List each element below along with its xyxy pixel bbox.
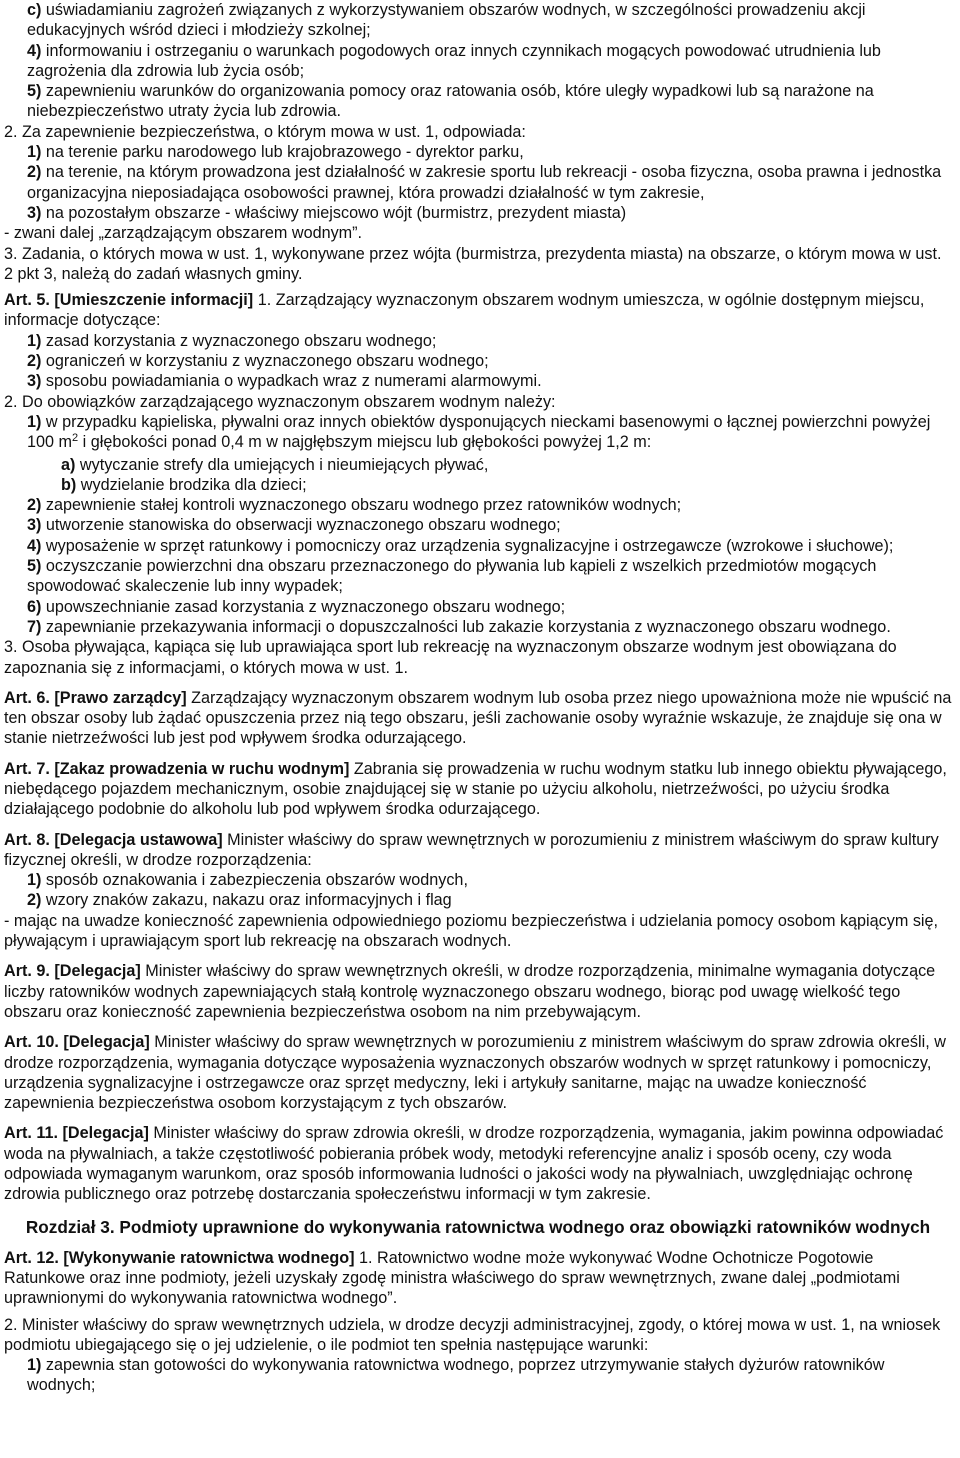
art5-duty-1b: b) wydzielanie brodzika dla dzieci; — [61, 475, 307, 494]
article-9: Art. 9. [Delegacja] Minister właściwy do spraw wewnętrznych określi, w drodze rozporządzenia, minimalne wymagania dotyczące liczby ratowników wodnych zapewniających stałą kontrolę wyznaczonego obszaru wodnego, biorąc pod uwagę wielkość tego obszaru oraz konieczność zapewnienia bezpieczeństwa osobom na nim przebywającym. — [4, 962, 936, 1021]
art5-item-2: 2) ograniczeń w korzystaniu z wyznaczonego obszaru wodnego; — [27, 352, 489, 371]
art8-item-1: 1) sposób oznakowania i zabezpieczenia obszarów wodnych, — [27, 871, 468, 890]
article-5: Art. 5. [Umieszczenie informacji] 1. Zarządzający wyznaczonym obszarem wodnym umieszcza, w ogólnie dostępnym miejscu, informacje dotyczące: — [4, 291, 925, 330]
ust-2-tail: - zwani dalej „zarządzającym obszarem wodnym”. — [4, 224, 363, 243]
art5-duty-1a: a) wytyczanie strefy dla umiejących i nieumiejących pływać, — [61, 455, 489, 474]
art5-duty-5: 5) oczyszczanie powierzchni dna obszaru przeznaczonego do pływania lub kąpieli z wszelkich przedmiotów mogących spowodować skaleczenie lub inny wypadek; — [27, 557, 877, 596]
art5-duty-7: 7) zapewnianie przekazywania informacji o dopuszczalności lub zakazie korzystania z wyznaczonego obszaru wodnego. — [27, 617, 891, 636]
article-7: Art. 7. [Zakaz prowadzenia w ruchu wodnym] Zabrania się prowadzenia w ruchu wodnym statku lub innego obiektu pływającego, niebędącego pojazdem mechanicznym, osobie znajdującej się w stanie po użyciu alkoholu, nietrzeźwości, po użyciu środka działającego podobnie do alkoholu lub pod wpływem środka odurzającego. — [4, 759, 947, 819]
art5-duty-4: 4) wyposażenie w sprzęt ratunkowy i pomocniczy oraz urządzenia sygnalizacyjne i ostrzegawcze (wzrokowe i słuchowe); — [27, 536, 894, 555]
art5-duty-1: 1) w przypadku kąpieliska, pływalni oraz innych obiektów dysponujących nieckami basenowymi o łącznej powierzchni powyżej 100 $m^2$ i głębokości ponad 0,4 m w najgłębszym miejscu lub głębokości powyżej 1,2 m: — [27, 412, 931, 452]
article-12: Art. 12. [Wykonywanie ratownictwa wodnego] 1. Ratownictwo wodne może wykonywać Wodne Ochotnicze Pogotowie Ratunkowe oraz inne podmioty, jeżeli uzyskały zgodę ministra właściwego do spraw wewnętrznych, zwane dalej „podmiotami uprawnionymi do wykonywania ratownictwa wodnego”. — [4, 1248, 900, 1308]
art5-duty-2: 2) zapewnienie stałej kontroli wyznaczonego obszaru wodnego przez ratowników wodnych; — [27, 496, 682, 515]
art5-item-3: 3) sposobu powiadamiania o wypadkach wraz z numerami alarmowymi. — [27, 372, 542, 391]
ust-2-item-2: 2) na terenie, na którym prowadzona jest działalność w zakresie sportu lub rekreacji - osoba fizyczna, osoba prawna i jednostka organizacyjna nieposiadająca osobowości prawnej, która prowadzi działalność w tym zakresie, — [27, 163, 942, 202]
art12-item-1: 1) zapewnia stan gotowości do wykonywania ratownictwa wodnego, poprzez utrzymywanie stałych dyżurów ratowników wodnych; — [27, 1356, 885, 1395]
ust-3: 3. Zadania, o których mowa w ust. 1, wykonywane przez wójta (burmistrza, prezydenta miasta) na obszarze, o którym mowa w ust. 2 pkt 3, należą do zadań własnych gminy. — [4, 244, 942, 283]
article-11: Art. 11. [Delegacja] Minister właściwy do spraw zdrowia określi, w drodze rozporządzenia, wymagania, jakim powinna odpowiadać woda na pływalniach, a także częstotliwość pobierania próbek wody, metodyki referencyjne analiz i sposób oceny, czy woda odpowiada wymaganym warunkom, oraz sposób informowania ludności o jakości wody na pływalniach, uwzględniając ochronę zdrowia publicznego oraz potrzebę dostarczania społeczeństwu informacji w tym zakresie. — [4, 1124, 944, 1204]
art5-item-1: 1) zasad korzystania z wyznaczonego obszaru wodnego; — [27, 331, 437, 350]
ust-2-item-1: 1) na terenie parku narodowego lub krajobrazowego - dyrektor parku, — [27, 143, 524, 162]
point-c: c) uświadamianiu zagrożeń związanych z wykorzystywaniem obszarów wodnych, w szczególności prowadzeniu akcji edukacyjnych wśród dzieci i młodzieży szkolnej; — [27, 1, 866, 40]
art5-duty-3: 3) utworzenie stanowiska do obserwacji wyznaczonego obszaru wodnego; — [27, 516, 561, 535]
art5-ust-2: 2. Do obowiązków zarządzającego wyznaczonym obszarem wodnym należy: — [4, 392, 556, 411]
article-8: Art. 8. [Delegacja ustawowa] Minister właściwy do spraw wewnętrznych w porozumieniu z ministrem właściwym do spraw kultury fizycznej określi, w drodze rozporządzenia: — [4, 830, 939, 869]
point-5: 5) zapewnieniu warunków do organizowania pomocy oraz ratowania osób, które uległy wypadkowi lub są narażone na niebezpieczeństwo utraty życia lub zdrowia. — [27, 82, 874, 121]
art5-duty-6: 6) upowszechnianie zasad korzystania z wyznaczonego obszaru wodnego; — [27, 597, 566, 616]
point-4: 4) informowaniu i ostrzeganiu o warunkach pogodowych oraz innych czynnikach mogących powodować utrudnienia lub zagrożenia dla zdrowia lub życia osób; — [27, 41, 881, 80]
art5-ust-3: 3. Osoba pływająca, kąpiąca się lub uprawiająca sport lub rekreację na wyznaczonym obszarze wodnym jest obowiązana do zapoznania się z informacjami, o których mowa w ust. 1. — [4, 638, 897, 677]
art12-ust-2: 2. Minister właściwy do spraw wewnętrznych udziela, w drodze decyzji administracyjnej, zgody, o której mowa w ust. 1, na wniosek podmiotu ubiegającego się o jej udzielenie, o ile podmiot ten spełnia następujące warunki: — [4, 1315, 941, 1354]
article-10: Art. 10. [Delegacja] Minister właściwy do spraw wewnętrznych w porozumieniu z ministrem właściwym do spraw zdrowia określi, w drodze rozporządzenia, wymagania dotyczące wyposażenia wyznaczonych obszarów wodnych w sprzęt ratunkowy i pomocniczy, urządzenia sygnalizacyjne i ostrzegawcze oraz sprzęt medyczny, leki i artykuły sanitarne, mając na uwadze konieczność zapewnienia bezpieczeństwa osobom korzystającym z tych obszarów. — [4, 1033, 946, 1113]
art8-item-2: 2) wzory znaków zakazu, nakazu oraz informacyjnych i flag — [27, 891, 452, 910]
chapter-heading: Rozdział 3. Podmioty uprawnione do wykonywania ratownictwa wodnego oraz obowiązki ratowników wodnych — [25, 1216, 931, 1237]
article-6: Art. 6. [Prawo zarządcy] Zarządzający wyznaczonym obszarem wodnym lub osoba przez niego upoważniona może nie wpuścić na ten obszar osoby lub żądać opuszczenia przez nią tego obszaru, jeśli zachowanie osoby wyraźnie wskazuje, że znajduje się ona w stanie nietrzeźwości lub jest pod wpływem środka odurzającego. — [4, 688, 952, 748]
ust-2-intro: 2. Za zapewnienie bezpieczeństwa, o którym mowa w ust. 1, odpowiada: — [4, 122, 526, 141]
art8-tail: - mając na uwadze konieczność zapewnienia odpowiedniego poziomu bezpieczeństwa i udzielania pomocy osobom kąpiącym się, pływającym i uprawiającym sport lub rekreację na obszarach wodnych. — [4, 911, 939, 951]
ust-2-item-3: 3) na pozostałym obszarze - właściwy miejscowo wójt (burmistrz, prezydent miasta) — [27, 203, 627, 222]
